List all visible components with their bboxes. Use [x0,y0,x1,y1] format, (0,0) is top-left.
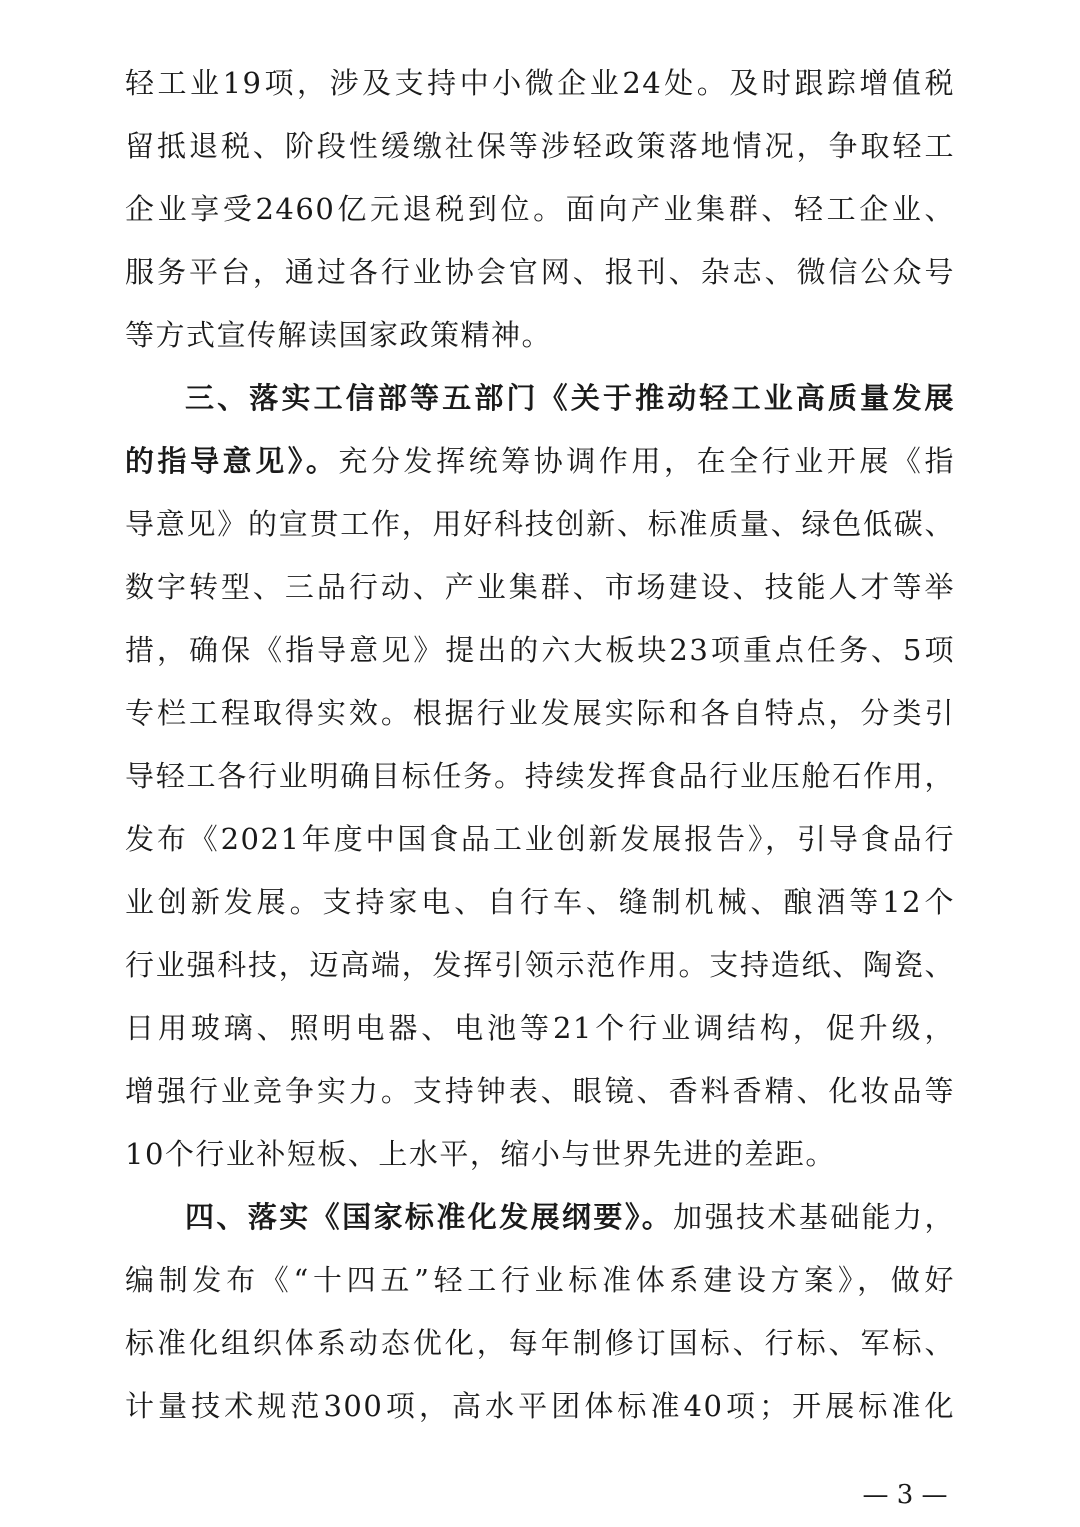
section-heading-line [125,1186,955,1249]
text-line: 计量技术规范300项，高水平团体标准40项；开展标准化 [125,1389,955,1423]
section-heading-line [125,367,955,430]
text-line: 服务平台，通过各行业协会官网、报刊、杂志、微信公众号 [125,255,955,289]
page-number: — 3 — [862,1480,948,1510]
text-line: 留抵退税、阶段性缓缴社保等涉轻政策落地情况，争取轻工 [125,129,955,163]
text-line: 日用玻璃、照明电器、电池等21个行业调结构，促升级， [125,1011,955,1045]
text-line [125,430,955,493]
text-line: 标准化组织体系动态优化，每年制修订国标、行标、军标、 [125,1326,955,1360]
text-line: 等方式宣传解读国家政策精神。 [125,318,553,352]
text-run: 充分发挥统筹协调作用，在全行业开展《指 [338,444,955,478]
text-run: 加强技术基础能力， [673,1200,955,1234]
text-line: 业创新发展。支持家电、自行车、缝制机械、酿酒等12个 [125,885,955,919]
text-line: 导轻工各行业明确目标任务。持续发挥食品行业压舱石作用， [125,759,955,793]
section-heading-bold: 的指导意见》。 [125,444,339,478]
section-heading-bold: 三、落实工信部等五部门《关于推动轻工业高质量发展 [185,381,955,415]
text-line: 措，确保《指导意见》提出的六大板块23项重点任务、5项 [125,633,955,667]
text-line: 增强行业竞争实力。支持钟表、眼镜、香料香精、化妆品等 [125,1074,955,1108]
text-line: 行业强科技，迈高端，发挥引领示范作用。支持造纸、陶瓷、 [125,948,955,982]
text-line: 轻工业19项，涉及支持中小微企业24处。及时跟踪增值税 [125,66,955,100]
text-line: 编制发布《“十四五”轻工行业标准体系建设方案》，做好 [125,1263,955,1297]
text-line: 发布《2021年度中国食品工业创新发展报告》，引导食品行 [125,822,955,856]
text-line: 导意见》的宣贯工作，用好科技创新、标准质量、绿色低碳、 [125,507,955,541]
body-text [125,52,955,1438]
text-line: 专栏工程取得实效。根据行业发展实际和各自特点，分类引 [125,696,955,730]
section-heading-bold: 四、落实《国家标准化发展纲要》。 [185,1200,674,1234]
text-line: 10个行业补短板、上水平，缩小与世界先进的差距。 [125,1137,836,1171]
text-line: 数字转型、三品行动、产业集群、市场建设、技能人才等举 [125,570,955,604]
text-line: 企业享受2460亿元退税到位。面向产业集群、轻工企业、 [125,192,955,226]
